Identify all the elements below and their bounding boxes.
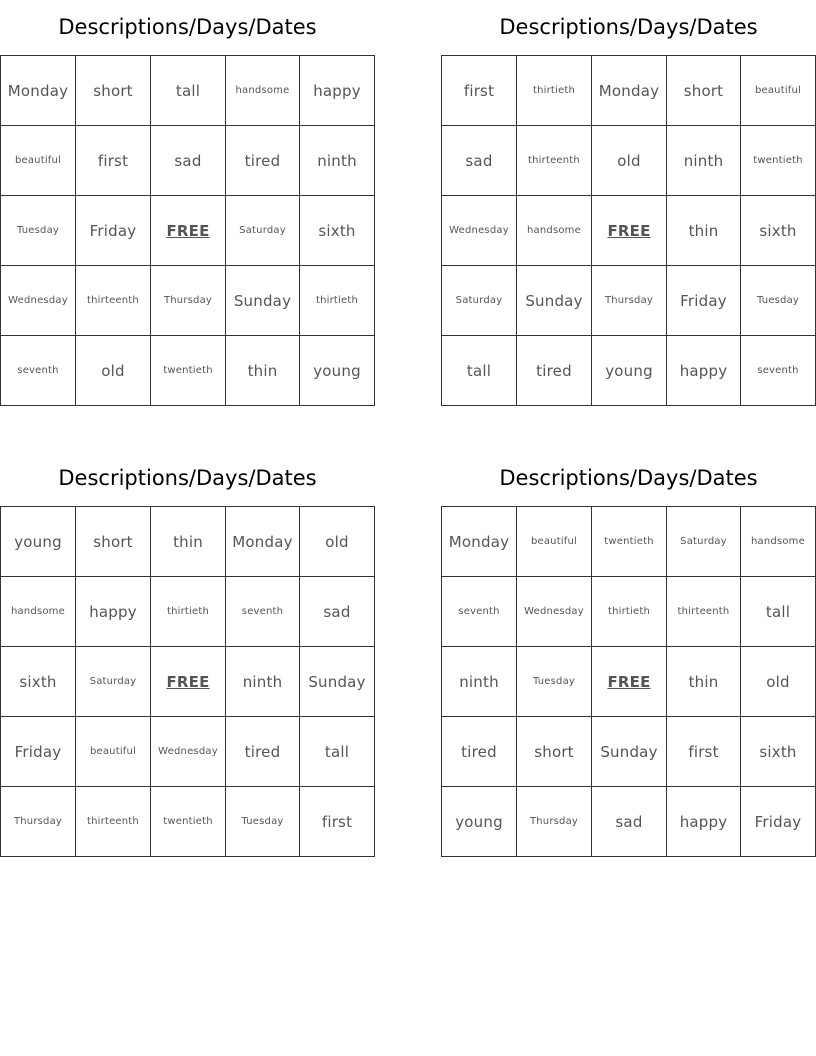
bingo-cell: happy [667,787,741,857]
bingo-cell: sad [151,126,226,196]
bingo-cell: Thursday [517,787,592,857]
bingo-cell: sixth [1,647,76,717]
bingo-cell: thirteenth [517,126,592,196]
bingo-cell: tired [226,717,300,787]
bingo-cell: thin [667,196,741,266]
bingo-cell: Sunday [226,266,300,336]
bingo-cell: thirteenth [667,577,741,647]
bingo-cell: thin [226,336,300,406]
bingo-cell: happy [300,56,375,126]
bingo-cell: sad [442,126,517,196]
bingo-cell: twentieth [151,336,226,406]
bingo-cell: Saturday [667,507,741,577]
bingo-cell: Thursday [1,787,76,857]
bingo-card-1 [0,0,375,406]
bingo-cell: Wednesday [517,577,592,647]
bingo-cell: Tuesday [1,196,76,266]
bingo-cell: Friday [741,787,816,857]
bingo-cell: young [442,787,517,857]
bingo-cell: handsome [226,56,300,126]
free-space: FREE [592,196,667,266]
bingo-cell: handsome [1,577,76,647]
bingo-cell: ninth [667,126,741,196]
bingo-grid [441,55,816,406]
bingo-cell: Friday [76,196,151,266]
bingo-cell: old [741,647,816,717]
bingo-cell: thirteenth [76,787,151,857]
bingo-cell: seventh [442,577,517,647]
bingo-grid [0,506,375,857]
bingo-cell: tired [226,126,300,196]
bingo-cell: thirtieth [151,577,226,647]
bingo-cell: seventh [226,577,300,647]
bingo-card-4 [441,451,816,857]
bingo-cell: tall [151,56,226,126]
bingo-cell: tall [741,577,816,647]
bingo-cell: short [667,56,741,126]
bingo-cell: tired [517,336,592,406]
bingo-cell: beautiful [1,126,76,196]
bingo-cell: ninth [300,126,375,196]
bingo-cell: first [667,717,741,787]
bingo-cell: tall [300,717,375,787]
bingo-cell: handsome [741,507,816,577]
free-space: FREE [151,196,226,266]
bingo-cell: tired [442,717,517,787]
bingo-cell: handsome [517,196,592,266]
free-space: FREE [151,647,226,717]
free-space: FREE [592,647,667,717]
bingo-cell: tall [442,336,517,406]
card-title: Descriptions/Days/Dates [58,15,317,39]
bingo-cell: Sunday [592,717,667,787]
bingo-cell: Wednesday [442,196,517,266]
card-title: Descriptions/Days/Dates [499,15,758,39]
bingo-cell: seventh [741,336,816,406]
bingo-cell: Friday [667,266,741,336]
bingo-cell: Saturday [76,647,151,717]
card-title: Descriptions/Days/Dates [58,466,317,490]
bingo-cell: Monday [226,507,300,577]
bingo-cell: Wednesday [1,266,76,336]
bingo-cell: twentieth [741,126,816,196]
bingo-cell: short [517,717,592,787]
bingo-grid [0,55,375,406]
bingo-cell: thirtieth [300,266,375,336]
bingo-cell: ninth [442,647,517,717]
bingo-cell: seventh [1,336,76,406]
bingo-cell: beautiful [76,717,151,787]
bingo-cell: first [76,126,151,196]
bingo-cell: beautiful [517,507,592,577]
bingo-card-3 [0,451,375,857]
bingo-cell: Monday [442,507,517,577]
bingo-cell: thin [667,647,741,717]
bingo-cell: thirtieth [517,56,592,126]
bingo-grid [441,506,816,857]
bingo-cell: sad [592,787,667,857]
bingo-cell: happy [76,577,151,647]
bingo-cell: Tuesday [741,266,816,336]
bingo-cell: short [76,507,151,577]
card-title: Descriptions/Days/Dates [499,466,758,490]
bingo-card-2 [441,0,816,406]
bingo-cell: Saturday [442,266,517,336]
bingo-cell: sad [300,577,375,647]
bingo-cell: thirteenth [76,266,151,336]
bingo-cell: thirtieth [592,577,667,647]
bingo-cell: sixth [300,196,375,266]
bingo-cell: happy [667,336,741,406]
bingo-cell: Thursday [151,266,226,336]
bingo-cell: twentieth [592,507,667,577]
bingo-cell: sixth [741,717,816,787]
bingo-cell: old [76,336,151,406]
bingo-cell: Tuesday [517,647,592,717]
bingo-cell: ninth [226,647,300,717]
bingo-cell: Saturday [226,196,300,266]
bingo-cell: twentieth [151,787,226,857]
bingo-cell: Thursday [592,266,667,336]
bingo-cell: Friday [1,717,76,787]
bingo-cell: Monday [592,56,667,126]
bingo-cell: short [76,56,151,126]
bingo-cell: Sunday [517,266,592,336]
bingo-cell: young [592,336,667,406]
bingo-cell: young [300,336,375,406]
bingo-cell: old [592,126,667,196]
bingo-cell: thin [151,507,226,577]
bingo-cell: first [300,787,375,857]
bingo-cell: Sunday [300,647,375,717]
bingo-cell: Wednesday [151,717,226,787]
bingo-cell: beautiful [741,56,816,126]
bingo-cell: first [442,56,517,126]
bingo-cell: old [300,507,375,577]
bingo-cell: Tuesday [226,787,300,857]
bingo-cell: sixth [741,196,816,266]
bingo-cell: Monday [1,56,76,126]
bingo-cell: young [1,507,76,577]
